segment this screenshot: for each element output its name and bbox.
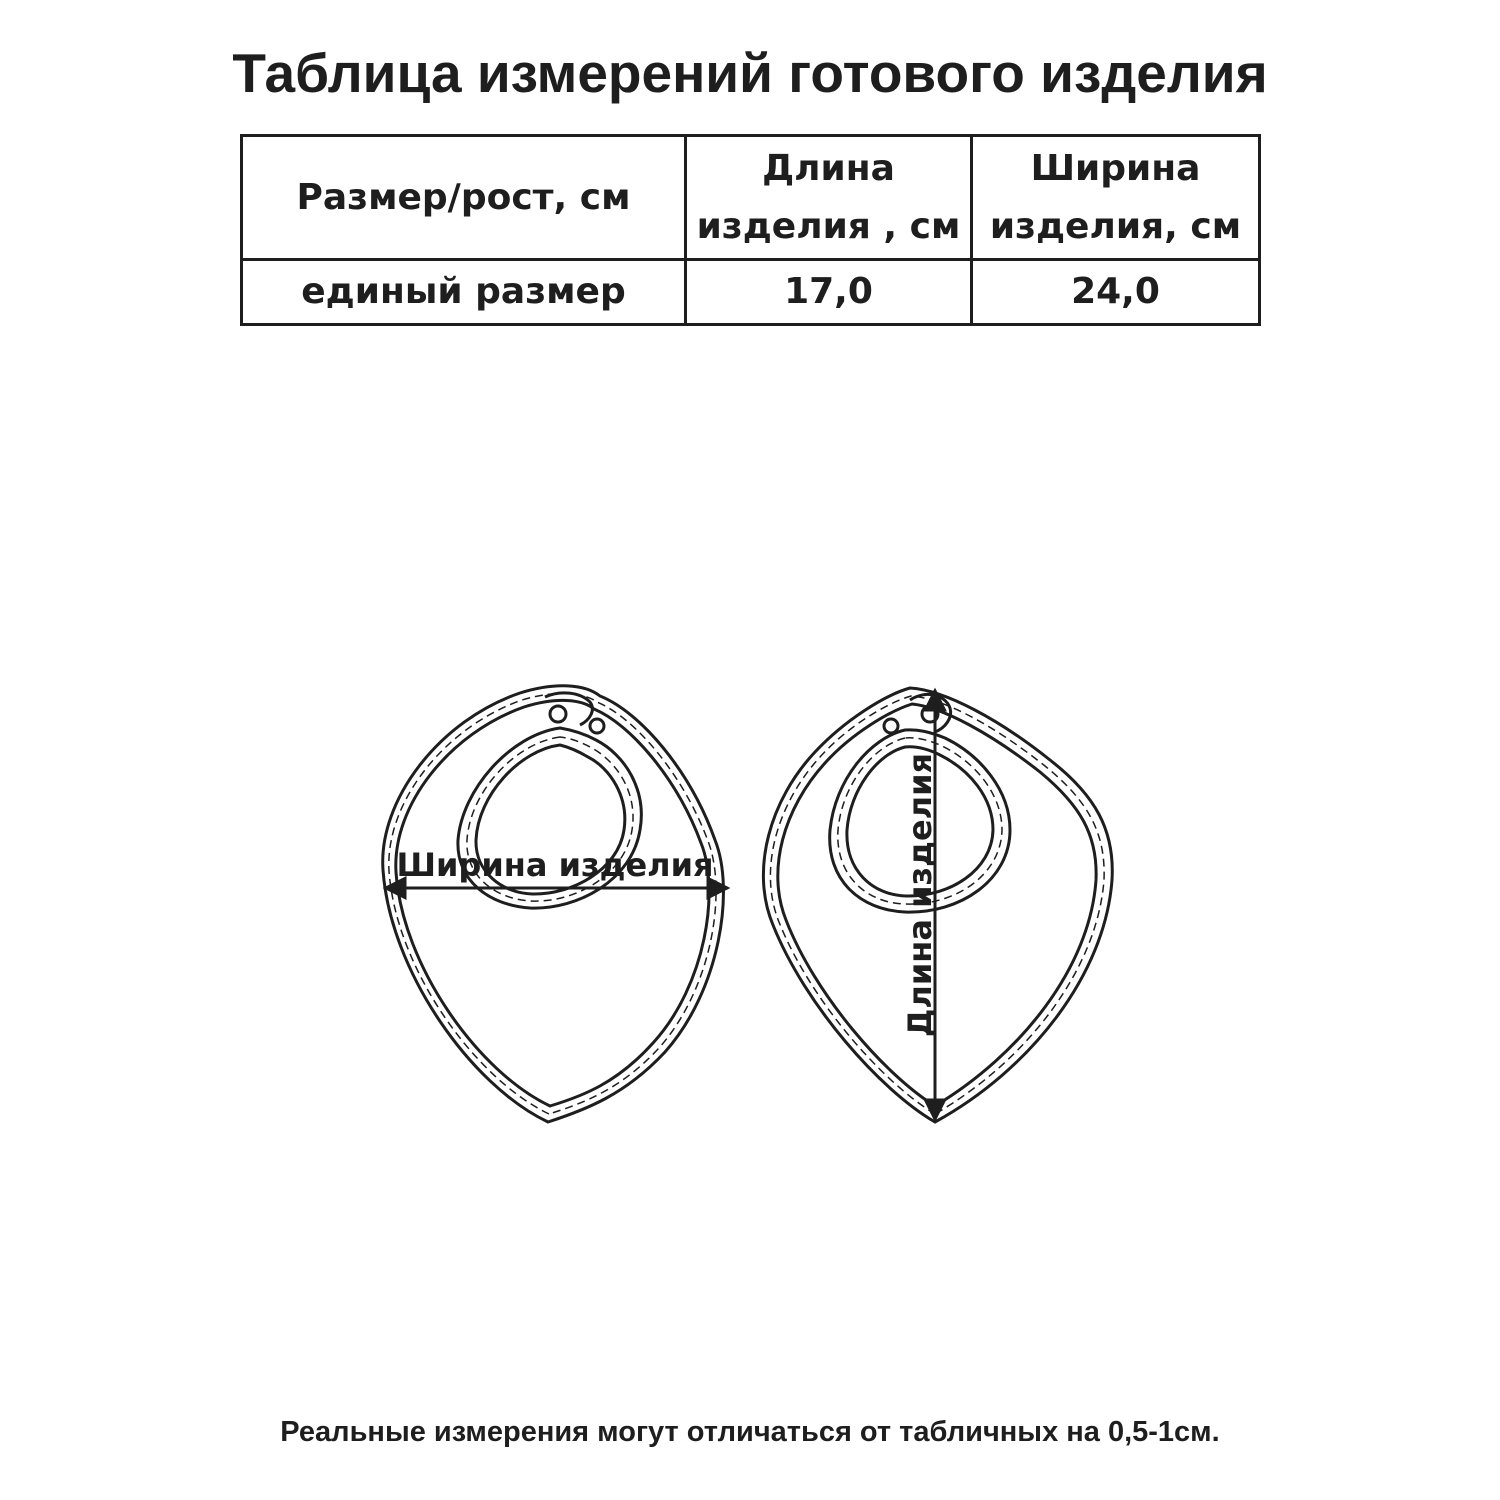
cell-width: 24,0 [972,260,1260,325]
footnote: Реальные измерения могут отличаться от табличных на 0,5-1см. [280,1416,1220,1448]
width-measure-label: Ширина изделия [396,846,714,884]
length-measure-label: Длина изделия [901,752,939,1038]
page-title: Таблица измерений готового изделия [232,42,1268,104]
cell-size: единый размер [242,260,686,325]
header-length [686,136,972,260]
header-width [972,136,1260,260]
bib-front-view [383,686,728,1122]
cell-length: 17,0 [686,260,972,325]
table-header-row [242,136,1260,260]
measurement-table [240,134,1261,326]
header-width-line1: Ширина [1030,147,1201,189]
header-length-line2: изделия , см [696,205,961,247]
header-size-label: Размер/рост, см [296,176,631,218]
header-size [242,136,686,260]
bib-left-outer-edge [383,686,724,1122]
header-width-line2: изделия, см [989,205,1242,247]
snap-button-icon [550,706,566,722]
table-row [242,260,1260,325]
snap-button-icon [884,719,898,733]
header-length-line1: Длина [762,147,895,189]
snap-button-icon [590,719,604,733]
